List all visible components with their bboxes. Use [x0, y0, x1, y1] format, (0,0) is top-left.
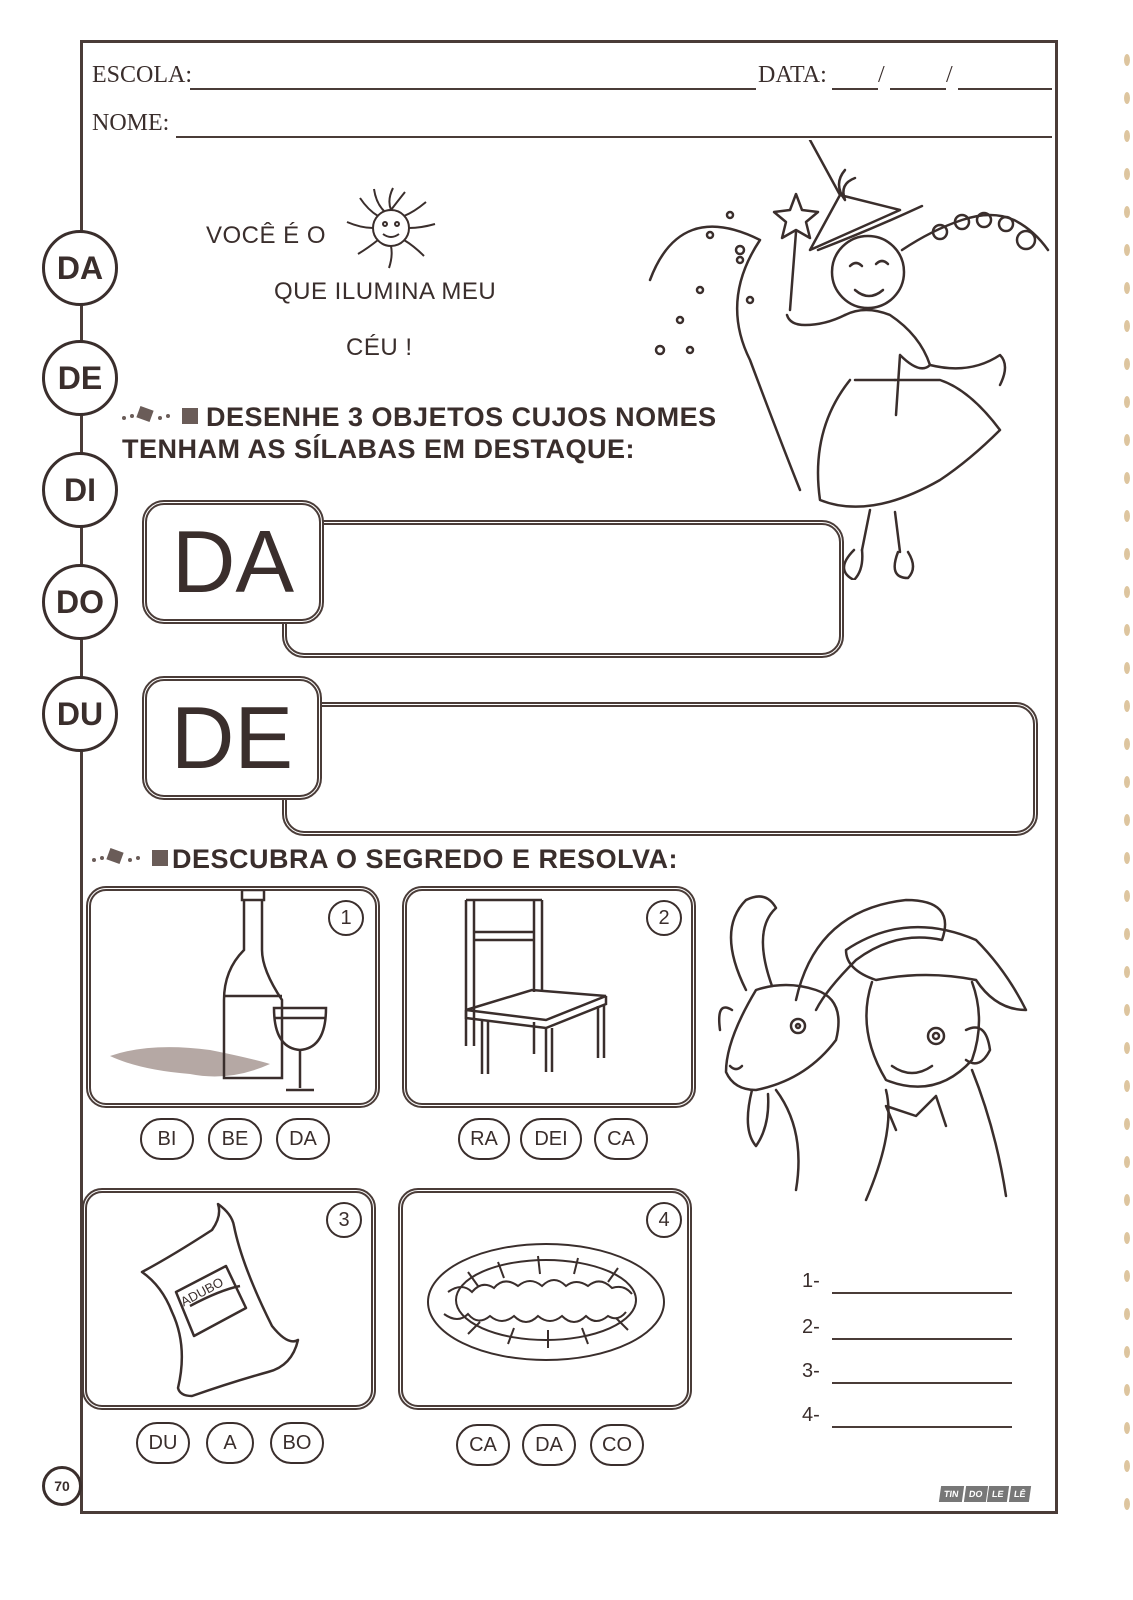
side-syllable: DE	[42, 340, 118, 416]
date-year-field[interactable]	[958, 88, 1052, 90]
syllable-box-da: DA	[142, 500, 324, 624]
syllable-option[interactable]: BO	[270, 1422, 324, 1464]
side-syllable: DO	[42, 564, 118, 640]
syllable-option[interactable]: BE	[208, 1118, 262, 1160]
bullet-decoration-icon	[90, 846, 174, 868]
bottle-and-glass-illustration	[96, 890, 370, 1100]
date-separator: /	[946, 62, 953, 88]
escola-field[interactable]	[190, 88, 756, 90]
escola-label: ESCOLA:	[92, 62, 193, 88]
answer-field-4[interactable]	[832, 1426, 1012, 1428]
picture-number: 1	[328, 900, 364, 936]
syllable-option[interactable]: DEI	[520, 1118, 582, 1160]
answer-field-3[interactable]	[832, 1382, 1012, 1384]
brand-logo	[940, 1486, 1029, 1502]
answer-label: 3-	[802, 1360, 820, 1382]
side-syllable: DA	[42, 230, 118, 306]
answer-label: 4-	[802, 1404, 820, 1426]
answer-label: 1-	[802, 1270, 820, 1292]
drawing-box-de[interactable]	[282, 702, 1038, 836]
syllable-option[interactable]: CO	[590, 1424, 644, 1466]
page-number: 70	[42, 1466, 82, 1506]
fertilizer-bag-illustration	[92, 1196, 366, 1404]
brand-part: LÊ	[1008, 1486, 1030, 1502]
picture-number: 2	[646, 900, 682, 936]
poem-line: VOCÊ É O	[206, 222, 327, 249]
brand-part: LE	[987, 1486, 1009, 1502]
witch-illustration	[640, 140, 1060, 580]
syllable-option[interactable]: CA	[594, 1118, 648, 1160]
goat-and-boy-illustration	[716, 890, 1036, 1206]
bullet-decoration-icon	[120, 404, 204, 426]
picture-number: 4	[646, 1202, 682, 1238]
side-syllable: DU	[42, 676, 118, 752]
drawing-box-da[interactable]	[282, 520, 844, 658]
data-label: DATA:	[758, 62, 827, 88]
nome-field[interactable]	[176, 136, 1052, 138]
brand-part: DO	[963, 1486, 987, 1502]
leaf-nest-illustration	[408, 1196, 682, 1404]
picture-number: 3	[326, 1202, 362, 1238]
syllable-option[interactable]: DA	[522, 1424, 576, 1466]
poem-line: CÉU !	[346, 334, 413, 361]
syllable-option[interactable]: DU	[136, 1422, 190, 1464]
syllable-option[interactable]: CA	[456, 1424, 510, 1466]
brand-part: TIN	[939, 1486, 964, 1502]
exercise1-instruction: TENHAM AS SÍLABAS EM DESTAQUE:	[122, 434, 636, 464]
sun-icon	[336, 178, 446, 278]
side-syllable: DI	[42, 452, 118, 528]
binder-holes-decoration	[1121, 40, 1131, 1540]
poem-line: QUE ILUMINA MEU	[274, 278, 497, 305]
syllable-box-de: DE	[142, 676, 322, 800]
answer-field-1[interactable]	[832, 1292, 1012, 1294]
date-month-field[interactable]	[890, 88, 946, 90]
answer-label: 2-	[802, 1316, 820, 1338]
syllable-option[interactable]: BI	[140, 1118, 194, 1160]
bag-label: ADUBO	[178, 1274, 226, 1310]
syllable-option[interactable]: RA	[458, 1118, 510, 1160]
chair-illustration	[412, 892, 686, 1098]
nome-label: NOME:	[92, 110, 170, 136]
exercise2-instruction: DESCUBRA O SEGREDO E RESOLVA:	[172, 844, 679, 874]
date-day-field[interactable]	[832, 88, 878, 90]
syllable-option[interactable]: A	[206, 1422, 254, 1464]
syllable-option[interactable]: DA	[276, 1118, 330, 1160]
answer-field-2[interactable]	[832, 1338, 1012, 1340]
exercise1-instruction: DESENHE 3 OBJETOS CUJOS NOMES	[206, 402, 717, 432]
date-separator: /	[878, 62, 885, 88]
